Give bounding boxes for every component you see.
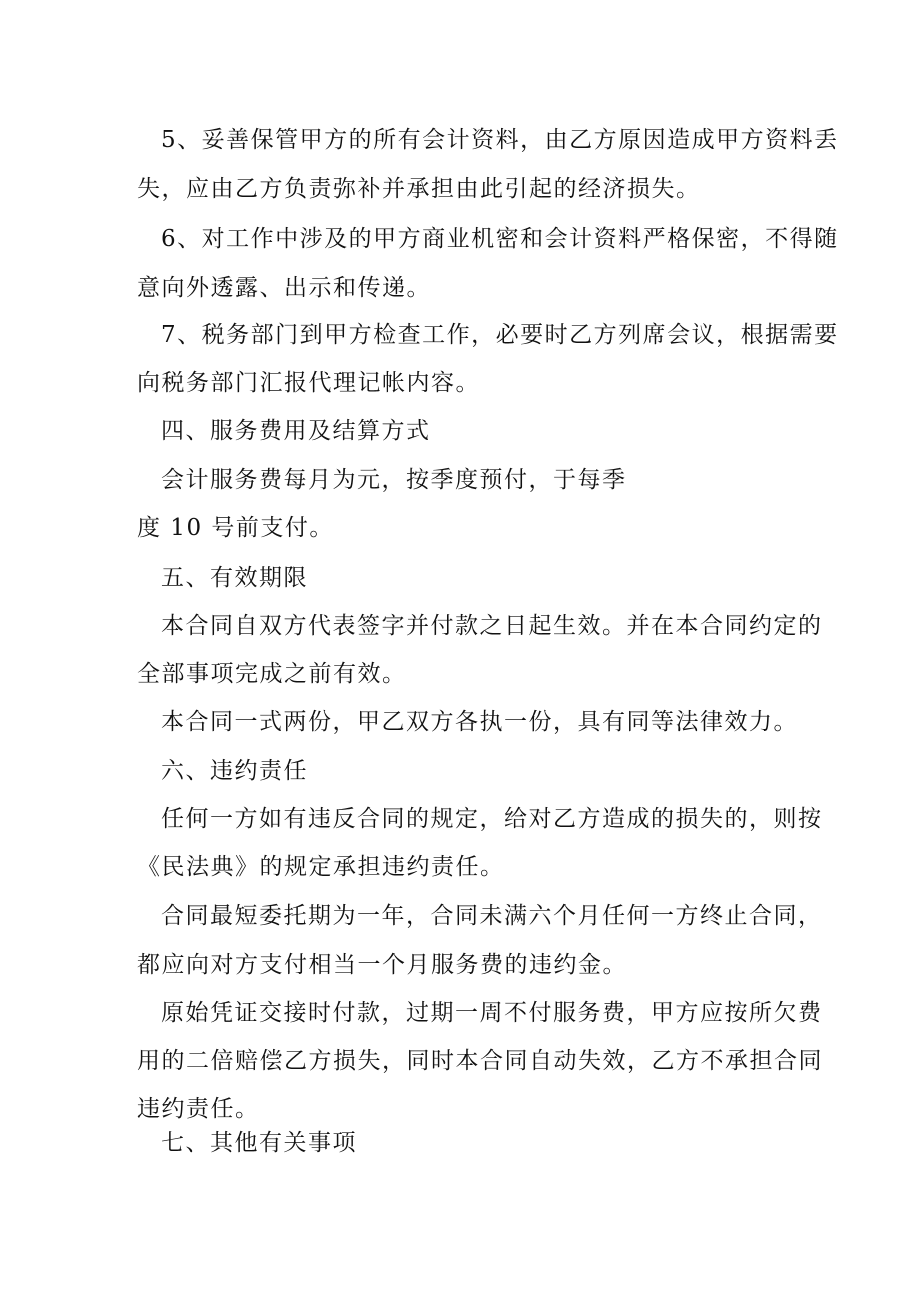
text-line: 度 10 号前支付。 [137,515,334,541]
text-line: 原始凭证交接时付款，过期一周不付服务费，甲方应按所欠费 [161,1000,823,1026]
text-line: 都应向对方支付相当一个月服务费的违约金。 [137,952,627,978]
text-line: 意向外透露、出示和传递。 [137,275,431,301]
text-line: 7、税务部门到甲方检查工作，必要时乙方列席会议，根据需要 [161,322,839,348]
section-heading: 六、违约责任 [161,758,308,784]
section-heading: 五、有效期限 [161,565,308,591]
text-line: 会计服务费每月为元，按季度预付，于每季 [161,467,627,493]
text-line: 用的二倍赔偿乙方损失，同时本合同自动失效，乙方不承担合同 [137,1048,823,1074]
text-line: 全部事项完成之前有效。 [137,661,407,687]
text-line: 6、对工作中涉及的甲方商业机密和会计资料严格保密，不得随 [161,226,839,252]
text-line: 本合同一式两份，甲乙双方各执一份，具有同等法律效力。 [161,709,798,735]
text-line: 失，应由乙方负责弥补并承担由此引起的经济损失。 [137,176,701,202]
text-line: 《民法典》的规定承担违约责任。 [137,854,505,880]
text-line: 合同最短委托期为一年，合同未满六个月任何一方终止合同， [161,903,823,929]
section-heading: 七、其他有关事项 [161,1130,357,1156]
text-line: 违约责任。 [137,1096,260,1122]
text-line: 5、妥善保管甲方的所有会计资料，由乙方原因造成甲方资料丢 [161,127,839,153]
text-line: 向税务部门汇报代理记帐内容。 [137,370,480,396]
section-heading: 四、服务费用及结算方式 [161,418,431,444]
text-line: 本合同自双方代表签字并付款之日起生效。并在本合同约定的 [161,613,823,639]
text-line: 任何一方如有违反合同的规定，给对乙方造成的损失的，则按 [161,806,823,832]
